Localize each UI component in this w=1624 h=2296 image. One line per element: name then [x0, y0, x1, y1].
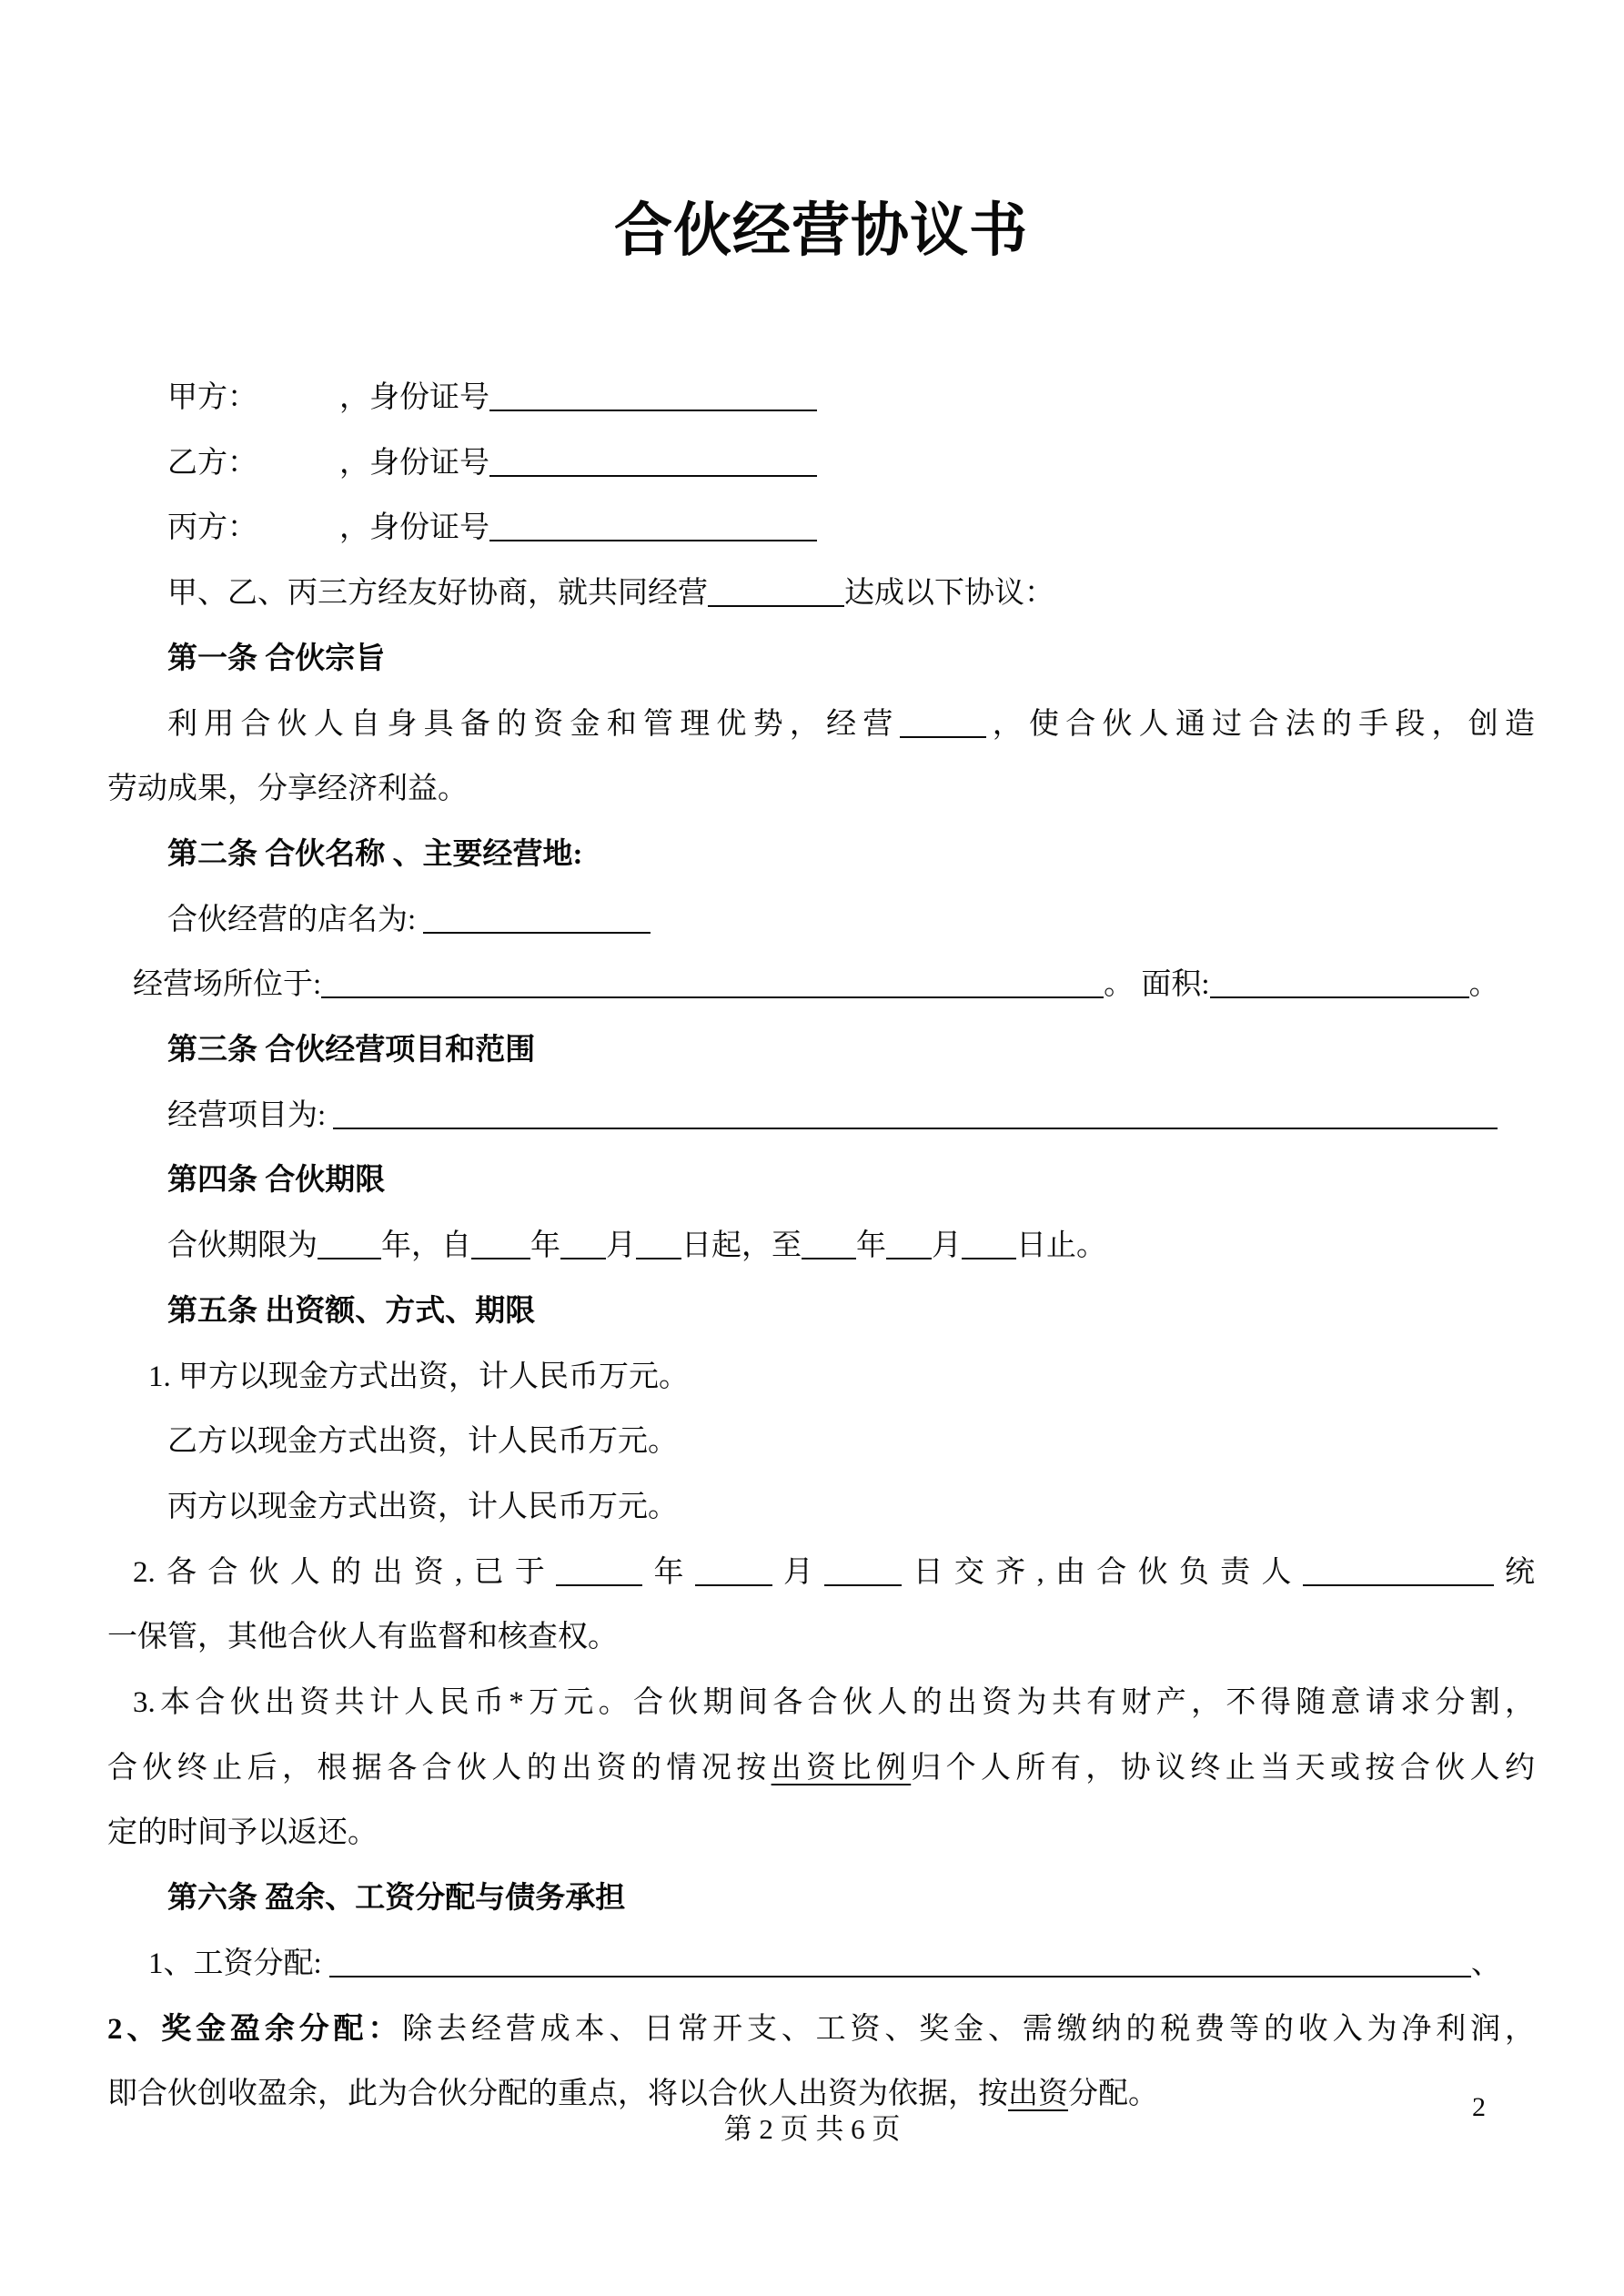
underlined-text-run: 出资比例: [771, 1751, 912, 1785]
blank-underline: [329, 1976, 1471, 1977]
text-run: 月: [932, 1229, 962, 1263]
heading-article-1: [107, 627, 1535, 693]
text-run: 第四条 合伙期限: [167, 1164, 386, 1198]
text-run: 日止。: [1016, 1229, 1106, 1263]
party-b-line: [107, 431, 1535, 497]
text-run: 乙方以现金方式出资，计人民币万元。: [167, 1425, 678, 1459]
blank-underline: [695, 1584, 772, 1586]
text-run: 甲方：: [167, 381, 257, 414]
document-content: [107, 0, 1535, 2128]
blank-underline: [556, 1584, 642, 1586]
heading-article-6: [107, 1866, 1535, 1932]
text-run: ，身份证号: [339, 381, 489, 414]
text-run: 达成以下协议：: [844, 577, 1054, 611]
contribution-payment-line: [107, 1541, 1535, 1606]
blank-underline: [962, 1258, 1016, 1259]
blank-underline: [708, 605, 844, 607]
party-c-line: [107, 496, 1535, 561]
text-run: 1、工资分配:: [148, 1947, 329, 1980]
salary-distribution-line: [107, 1932, 1535, 1998]
text-run: 。 面积:: [1104, 968, 1210, 1002]
underlined-text-run: 出资: [1008, 2078, 1068, 2111]
text-run: 分配。: [1068, 2078, 1158, 2111]
text-run: 1. 甲方以现金方式出资，计人民币万元。: [148, 1360, 689, 1393]
blank-underline: [318, 1258, 381, 1259]
heading-article-4: [107, 1148, 1535, 1214]
document-title: 合伙经营协议书: [614, 198, 1028, 263]
bonus-distribution-line: [107, 1998, 1535, 2063]
heading-article-3: [107, 1018, 1535, 1084]
text-run: 合伙终止后，根据各合伙人的出资的情况按: [107, 1751, 772, 1785]
blank-underline: [423, 932, 651, 934]
text-run: 年，自: [381, 1229, 471, 1263]
text-run: 第六条 盈余、工资分配与债务承担: [167, 1882, 626, 1916]
blank-underline: [886, 1258, 932, 1259]
blank-underline: [560, 1258, 606, 1259]
text-run: ，使合伙人通过合法的手段，创造: [985, 707, 1536, 741]
article-1-text-2: [107, 757, 1535, 823]
shop-name-line: [107, 888, 1535, 954]
text-run: 劳动成果，分享经济利益。: [107, 773, 468, 806]
contribution-payment-cont: [107, 1605, 1535, 1671]
text-run: 年: [530, 1229, 560, 1263]
text-run: 年: [642, 1555, 695, 1589]
contribution-party-c: [107, 1475, 1535, 1541]
business-items-line: [107, 1084, 1535, 1149]
text-run: 合伙经营的店名为:: [167, 903, 424, 936]
text-run: ，身份证号: [339, 511, 489, 545]
heading-article-5: [107, 1279, 1535, 1345]
text-run: 归个人所有，协议终止当天或按合伙人约: [911, 1751, 1536, 1785]
corner-page-number: 2: [1472, 2092, 1486, 2122]
text-run: ，身份证号: [339, 446, 489, 480]
text-run: 定的时间予以返还。: [107, 1816, 378, 1850]
text-run: 第一条 合伙宗旨: [167, 642, 386, 675]
text-run: 月: [772, 1555, 825, 1589]
text-run: 第三条 合伙经营项目和范围: [167, 1034, 536, 1067]
text-run: 除去经营成本、日常开支、工资、奖金、需缴纳的税费等的收入为净利润，: [402, 2012, 1536, 2046]
bold-text-run: 2、奖金盈余分配：: [107, 2012, 403, 2046]
blank-underline: [1210, 996, 1469, 998]
text-run: 、: [1470, 1947, 1501, 1980]
blank-underline: [802, 1258, 856, 1259]
premises-line: [107, 953, 1535, 1018]
text-run: 日起，至: [681, 1229, 802, 1263]
text-run: 统: [1493, 1555, 1536, 1589]
term-line: [107, 1214, 1535, 1279]
text-run: 。: [1468, 968, 1499, 1002]
contribution-total-line: [107, 1671, 1535, 1736]
text-run: 2.各合伙人的出资,已于: [133, 1555, 557, 1589]
text-run: 甲、乙、丙三方经友好协商，就共同经营: [167, 577, 708, 611]
text-run: 年: [856, 1229, 886, 1263]
blank-underline: [489, 540, 817, 541]
text-run: 合伙期限为: [167, 1229, 318, 1263]
text-run: 经营场所位于:: [133, 968, 322, 1002]
text-run: 第二条 合伙名称 、主要经营地:: [167, 837, 583, 871]
blank-underline: [471, 1258, 530, 1259]
blank-underline: [1303, 1584, 1494, 1586]
blank-underline: [900, 736, 986, 738]
text-run: 丙方以现金方式出资，计人民币万元。: [167, 1490, 678, 1523]
contribution-party-a: [107, 1345, 1535, 1411]
text-run: 经营项目为:: [167, 1098, 334, 1132]
text-run: 日交齐,由合伙负责人: [902, 1555, 1303, 1589]
blank-underline: [333, 1128, 1498, 1129]
article-1-text-1: [107, 693, 1535, 758]
blank-underline: [489, 410, 817, 411]
contribution-total-cont-1: [107, 1736, 1535, 1802]
text-run: 利用合伙人自身具备的资金和管理优势，经营: [167, 707, 900, 741]
blank-underline: [489, 475, 817, 477]
text-run: 乙方：: [167, 446, 257, 480]
text-run: 即合伙创收盈余，此为合伙分配的重点，将以合伙人出资为依据，按: [107, 2078, 1008, 2111]
blank-underline: [321, 996, 1104, 998]
text-run: 丙方：: [167, 511, 257, 545]
contribution-party-b: [107, 1410, 1535, 1475]
contribution-total-cont-2: [107, 1801, 1535, 1866]
blank-underline: [636, 1258, 681, 1259]
text-run: 3.本合伙出资共计人民币*万元。合伙期间各合伙人的出资为共有财产，不得随意请求分割，: [133, 1686, 1535, 1720]
text-run: 第五条 出资额、方式、期限: [167, 1294, 536, 1328]
party-a-line: [107, 366, 1535, 431]
text-run: 一保管，其他合伙人有监督和核查权。: [107, 1621, 618, 1654]
heading-article-2: [107, 823, 1535, 888]
page-footer: 第 2 页 共 6 页: [723, 2113, 901, 2145]
intro-line: [107, 561, 1535, 627]
text-run: 月: [606, 1229, 636, 1263]
blank-underline: [824, 1584, 902, 1586]
document-lines: [107, 366, 1535, 2128]
